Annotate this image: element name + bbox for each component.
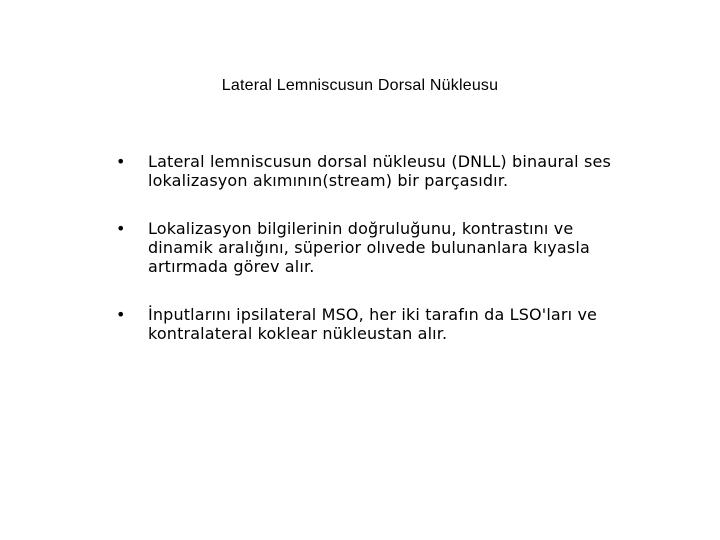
- bullet-text: Lateral lemniscusun dorsal nükleusu (DNLL) binaural ses lokalizasyon akımının(stream) bir parçasıdır.: [148, 152, 611, 190]
- list-item: [116, 305, 616, 343]
- slide-title: Lateral Lemniscusun Dorsal Nükleusu: [221, 77, 499, 94]
- bullet-list: [116, 152, 616, 372]
- bullet-icon: •: [116, 219, 126, 238]
- bullet-text: İnputlarını ipsilateral MSO, her iki tarafın da LSO'ları ve kontralateral koklear nükleustan alır.: [148, 305, 598, 343]
- bullet-text: Lokalizasyon bilgilerinin doğruluğunu, kontrastını ve dinamik aralığını, süperior olıvede bulunanlara kıyasla artırmada görev alır.: [148, 219, 590, 276]
- bullet-icon: •: [116, 152, 126, 171]
- bullet-icon: •: [116, 305, 126, 324]
- list-item: [116, 219, 616, 276]
- list-item: [116, 152, 616, 190]
